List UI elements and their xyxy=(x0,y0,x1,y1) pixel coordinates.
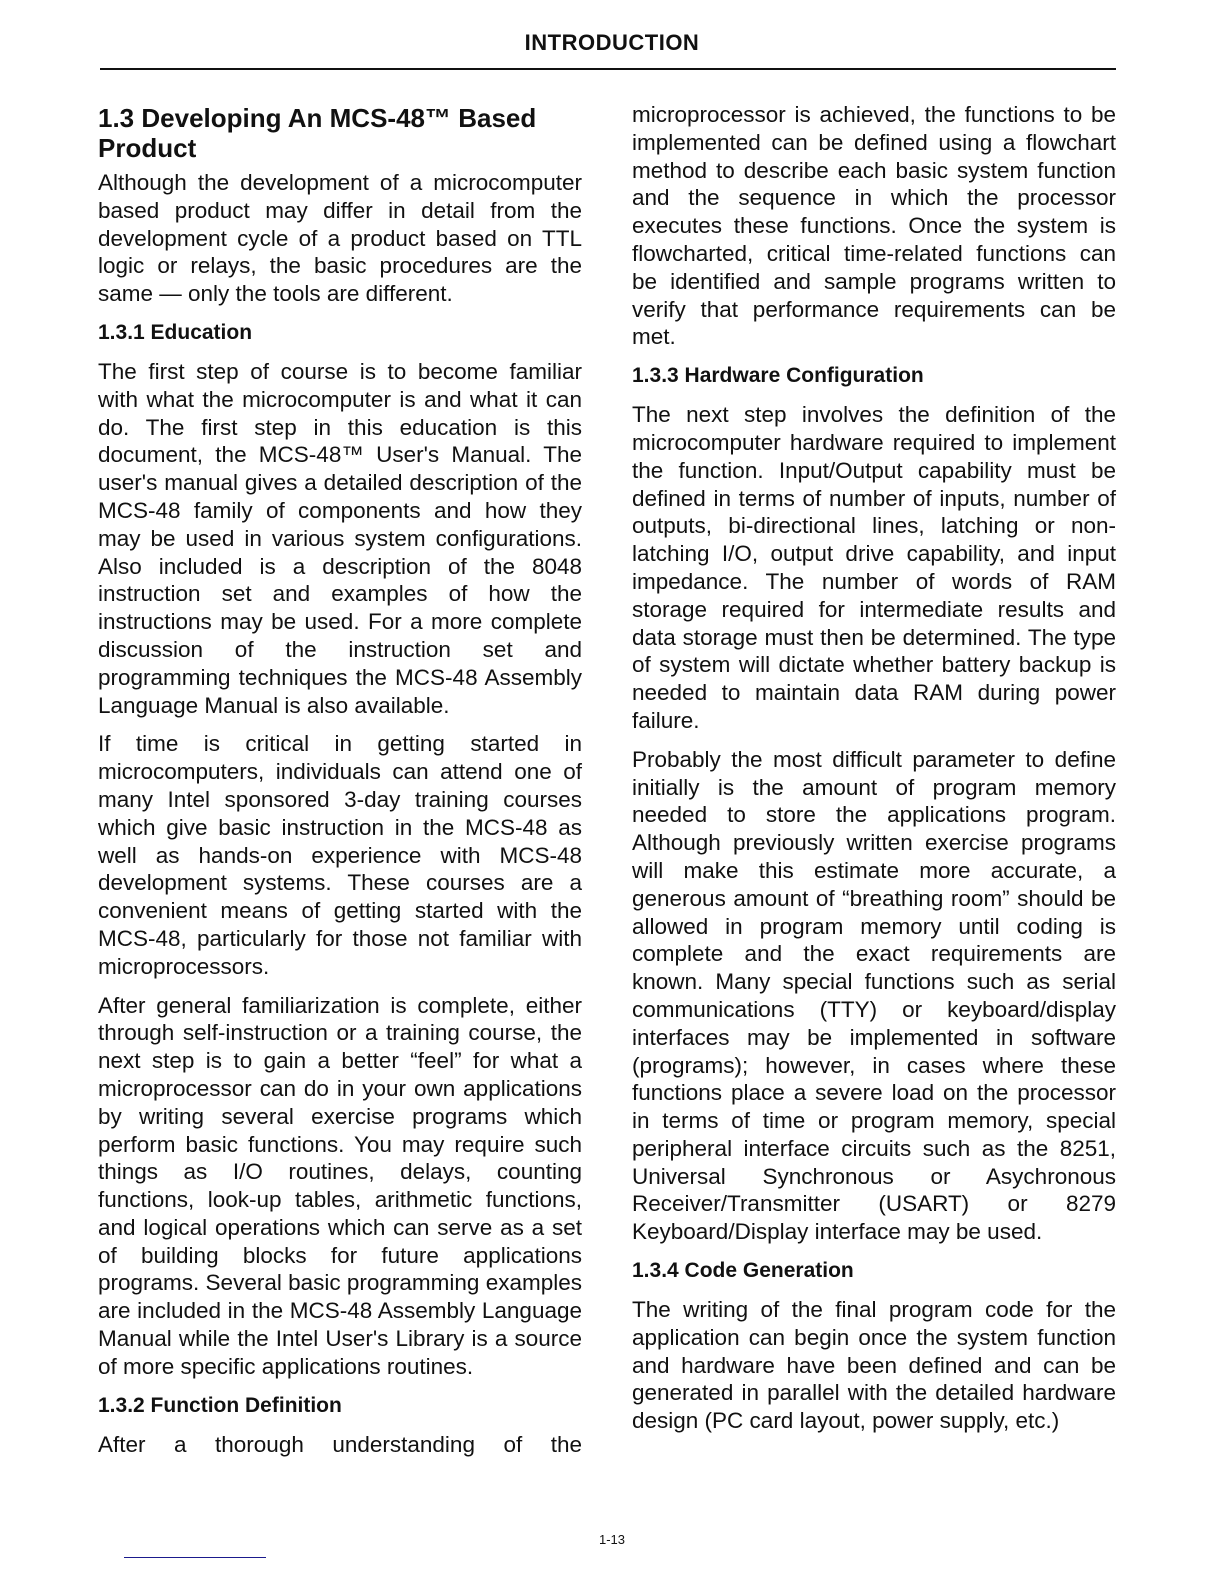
heading-code-generation: 1.3.4 Code Generation xyxy=(632,1259,854,1283)
header-rule xyxy=(100,68,1116,70)
hardware-paragraph-2: Probably the most difficult parameter to define initially is the amount of program memory needed to store the applications program. Although previously written exercise programs will make this estimate more accurate, a generous amount of “breathing room” should be allowed in program memory until coding is complete and the exact requirements are known. Many special functions such as serial communications (TTY) or keyboard/display interfaces may be implemented in software (programs); however, in cases where these functions place a severe load on the processor in terms of time or program memory, special peripheral interface circuits such as the 8251, Universal Synchronous or Asychronous Receiver/Transmitter (USART) or 8279 Keyboard/Display interface may be used. xyxy=(632,746,1116,1245)
function-definition-paragraph-continued: microprocessor is achieved, the functions to be implemented can be defined using a flowchart method to describe each basic system function and the sequence in which the processor executes these functions. Once the system is flowcharted, critical time-related functions can be identified and sample programs written to verify that performance requirements can be met. xyxy=(632,102,1116,350)
education-paragraph-2: If time is critical in getting started in microcomputers, individuals can attend one of many Intel sponsored 3-day training courses which give basic instruction in the MCS-48 as well as hands-on experience with MCS-48 development systems. These courses are a convenient means of getting started with the MCS-48, particularly for those not familiar with microprocessors. xyxy=(98,731,582,979)
page-number: 1-13 xyxy=(598,1532,626,1547)
heading-hardware-configuration: 1.3.3 Hardware Configuration xyxy=(632,364,924,388)
heading-function-definition: 1.3.2 Function Definition xyxy=(98,1393,342,1417)
code-generation-paragraph: The writing of the final program code for the application can begin once the system function and hardware have been defined and can be generated in parallel with the detailed hardware design (PC card layout, power supply, etc.) xyxy=(632,1297,1116,1434)
left-column xyxy=(98,100,582,1469)
education-paragraph-3: After general familiarization is complete, either through self-instruction or a training course, the next step is to gain a better “feel” for what a microprocessor can do in your own applications by writing several exercise programs which perform basic functions. You may require such things as I/O routines, delays, counting functions, look-up tables, arithmetic functions, and logical operations which can serve as a set of building blocks for future applications programs. Several basic programming examples are included in the MCS-48 Assembly Language Manual while the Intel User's Library is a source of more specific applications routines. xyxy=(98,992,582,1379)
heading-education: 1.3.1 Education xyxy=(98,320,253,344)
function-definition-paragraph-start: After a thorough understanding of the xyxy=(98,1431,582,1457)
footer-link-underline xyxy=(124,1557,266,1558)
hardware-paragraph-1: The next step involves the definition of the microcomputer hardware required to implement the function. Input/Output capability must be defined in terms of number of inputs, number of outputs, bi-directional lines, latching or non-latching I/O, output drive capability, and input impedance. The number of words of RAM storage required for intermediate results and data storage must then be determined. The type of system will dictate whether battery backup is needed to maintain data RAM during power failure. xyxy=(632,402,1116,733)
education-paragraph-1: The first step of course is to become familiar with what the microcomputer is and what it can do. The first step in this education is this document, the MCS-48™ User's Manual. The user's manual gives a detailed description of the MCS-48 family of components and how they may be used in various system configurations. Also included is a description of the 8048 instruction set and examples of how the instructions may be used. For a more complete discussion of the instruction set and programming techniques the MCS-48 Assembly Language Manual is also available. xyxy=(98,358,582,718)
section-title: 1.3 Developing An MCS-48™ Based Product xyxy=(98,103,537,163)
intro-paragraph: Although the development of a microcomputer based product may differ in detail from the development cycle of a product based on TTL logic or relays, the basic procedures are the same — only the tools are different. xyxy=(98,170,582,307)
right-column xyxy=(632,101,1116,1446)
page-header-title: INTRODUCTION xyxy=(524,30,700,55)
